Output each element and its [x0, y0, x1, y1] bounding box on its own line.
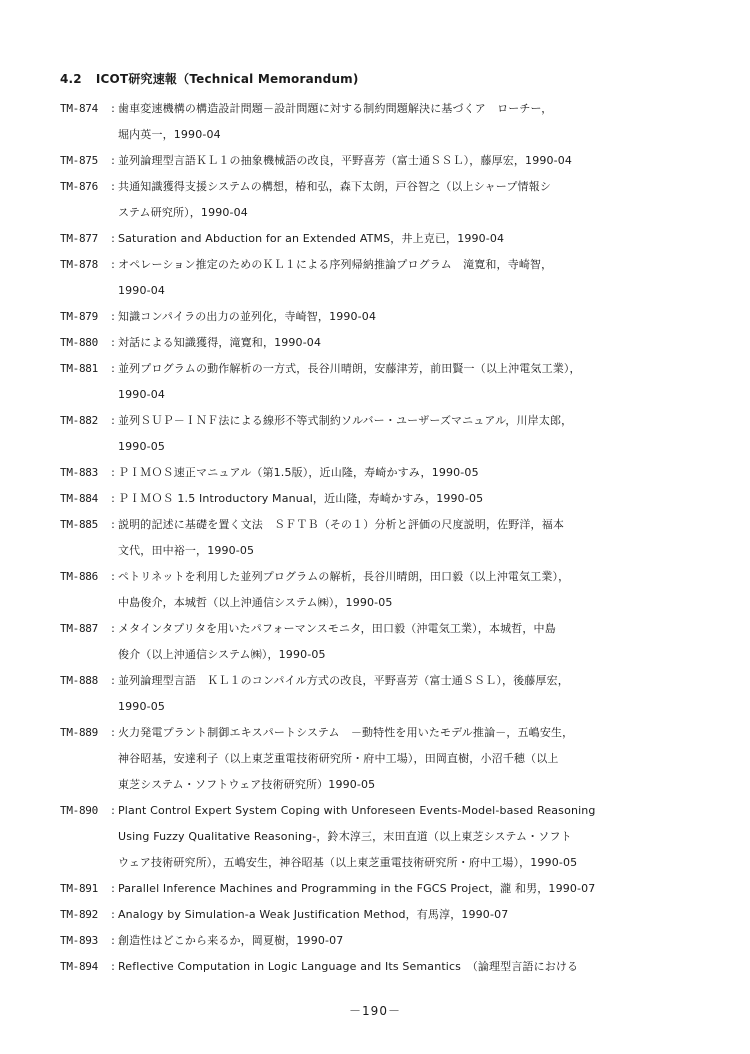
separator-colon: : [111, 726, 115, 739]
memorandum-text: Parallel Inference Machines and Programming in the FGCS Project，瀧 和男，1990-07 [118, 882, 596, 895]
page-number: －190－ [349, 1004, 401, 1018]
memorandum-id: TM-877 [60, 232, 98, 245]
memorandum-entry [60, 928, 650, 954]
memorandum-id: TM-880 [60, 336, 98, 349]
memorandum-id: TM-890 [60, 804, 98, 817]
separator-colon: : [111, 336, 115, 349]
memorandum-entry [60, 96, 650, 148]
memorandum-id: TM-881 [60, 362, 98, 375]
memorandum-text: 創造性はどこから来るか，岡夏樹，1990-07 [118, 934, 344, 947]
memorandum-text: メタインタプリタを用いたパフォーマンスモニタ，田口毅（沖電気工業），本城哲，中島 俊介（以上沖通信システム㈱），1990-05 [118, 622, 556, 661]
memorandum-entry [60, 616, 650, 668]
memorandum-text: 共通知識獲得支援システムの構想，椿和弘，森下太朗，戸谷智之（以上シャープ情報シ ステム研究所），1990-04 [118, 180, 551, 219]
memorandum-entry [60, 668, 650, 720]
memorandum-text: 歯車変速機構の構造設計問題－設計問題に対する制約問題解決に基づくア ローチー， 堀内英一，1990-04 [118, 102, 553, 141]
separator-colon: : [111, 518, 115, 531]
memorandum-entry [60, 564, 650, 616]
memorandum-entry [60, 460, 650, 486]
memorandum-id: TM-887 [60, 622, 98, 635]
memorandum-entry [60, 330, 650, 356]
memorandum-entry [60, 798, 650, 876]
memorandum-entry [60, 356, 650, 408]
memorandum-id: TM-874 [60, 102, 98, 115]
memorandum-id: TM-892 [60, 908, 98, 921]
separator-colon: : [111, 102, 115, 115]
separator-colon: : [111, 154, 115, 167]
memorandum-id: TM-878 [60, 258, 98, 271]
memorandum-text: 並列ＳＵＰ－ＩＮＦ法による線形不等式制約ソルバー・ユーザーズマニュアル，川岸太郎， 1990-05 [118, 414, 573, 453]
separator-colon: : [111, 804, 115, 817]
separator-colon: : [111, 180, 115, 193]
memorandum-list [60, 96, 650, 980]
memorandum-text: 並列プログラムの動作解析の一方式，長谷川晴朗，安藤津芳，前田賢一（以上沖電気工業）， 1990-04 [118, 362, 581, 401]
memorandum-text: Plant Control Expert System Coping with Unforeseen Events-Model-based Reasoning Using Fuzzy Qualitative Reasoning-，鈴木淳三，末田直道（以上東芝システム・ソフト ウェア技術研究所），五嶋安生，神谷昭基（以上東芝重電技術研究所・府中工場），1990-05 [118, 804, 596, 869]
separator-colon: : [111, 882, 115, 895]
separator-colon: : [111, 414, 115, 427]
section-number: 4.2 [60, 72, 82, 86]
separator-colon: : [111, 492, 115, 505]
separator-colon: : [111, 310, 115, 323]
separator-colon: : [111, 466, 115, 479]
memorandum-entry [60, 486, 650, 512]
memorandum-id: TM-884 [60, 492, 98, 505]
memorandum-id: TM-893 [60, 934, 98, 947]
memorandum-entry [60, 720, 650, 798]
memorandum-id: TM-888 [60, 674, 98, 687]
separator-colon: : [111, 908, 115, 921]
memorandum-entry [60, 226, 650, 252]
memorandum-text: 並列論理型言語ＫＬ１の抽象機械語の改良，平野喜芳（富士通ＳＳＬ），藤厚宏，1990-04 [118, 154, 573, 167]
memorandum-id: TM-883 [60, 466, 98, 479]
memorandum-entry [60, 174, 650, 226]
memorandum-entry [60, 408, 650, 460]
section-title: ICOT研究速報（Technical Memorandum) [95, 72, 359, 86]
memorandum-text: Analogy by Simulation-a Weak Justification Method，有馬淳，1990-07 [118, 908, 509, 921]
memorandum-id: TM-889 [60, 726, 98, 739]
memorandum-id: TM-891 [60, 882, 98, 895]
memorandum-id: TM-875 [60, 154, 98, 167]
memorandum-text: ペトリネットを利用した並列プログラムの解析，長谷川晴朗，田口毅（以上沖電気工業）， 中島俊介，本城哲（以上沖通信システム㈱），1990-05 [118, 570, 570, 609]
memorandum-id: TM-885 [60, 518, 98, 531]
memorandum-entry [60, 876, 650, 902]
memorandum-entry [60, 148, 650, 174]
memorandum-text: ＰＩＭＯＳ 1.5 Introductory Manual，近山隆，寿崎かすみ，1990-05 [118, 492, 484, 505]
memorandum-text: Reflective Computation in Logic Language and Its Semantics （論理型言語における [118, 960, 579, 973]
separator-colon: : [111, 232, 115, 245]
section-heading [60, 70, 359, 87]
memorandum-text: 知識コンパイラの出力の並列化，寺崎智，1990-04 [118, 310, 377, 323]
memorandum-entry [60, 902, 650, 928]
separator-colon: : [111, 674, 115, 687]
memorandum-text: ＰＩＭＯＳ速正マニュアル（第1.5版），近山隆，寿崎かすみ，1990-05 [118, 466, 479, 479]
memorandum-text: オペレーション推定のためのＫＬ１による序列帰納推論プログラム 滝寛和，寺崎智， 1990-04 [118, 258, 553, 297]
memorandum-id: TM-882 [60, 414, 98, 427]
memorandum-id: TM-879 [60, 310, 98, 323]
memorandum-text: 並列論理型言語 ＫＬ１のコンパイル方式の改良，平野喜芳（富士通ＳＳＬ），後藤厚宏， 1990-05 [118, 674, 569, 713]
separator-colon: : [111, 362, 115, 375]
memorandum-text: 対話による知識獲得，滝寛和，1990-04 [118, 336, 322, 349]
separator-colon: : [111, 570, 115, 583]
memorandum-text: 説明的記述に基礎を置く文法 ＳＦＴＢ（その１）分析と評価の尺度説明，佐野洋，福本 文代，田中裕一，1990-05 [118, 518, 564, 557]
memorandum-entry [60, 954, 650, 980]
separator-colon: : [111, 960, 115, 973]
separator-colon: : [111, 622, 115, 635]
separator-colon: : [111, 258, 115, 271]
memorandum-id: TM-876 [60, 180, 98, 193]
separator-colon: : [111, 934, 115, 947]
memorandum-entry [60, 512, 650, 564]
memorandum-text: 火力発電プラント制御エキスパートシステム －動特性を用いたモデル推論－，五嶋安生， 神谷昭基，安達利子（以上東芝重電技術研究所・府中工場），田岡直樹，小沼千穂（以上 東芝システム・ソフトウェア技術研究所）1990-05 [118, 726, 574, 791]
memorandum-entry [60, 304, 650, 330]
memorandum-id: TM-894 [60, 960, 98, 973]
memorandum-entry [60, 252, 650, 304]
memorandum-text: Saturation and Abduction for an Extended ATMS，井上克已，1990-04 [118, 232, 505, 245]
memorandum-id: TM-886 [60, 570, 98, 583]
